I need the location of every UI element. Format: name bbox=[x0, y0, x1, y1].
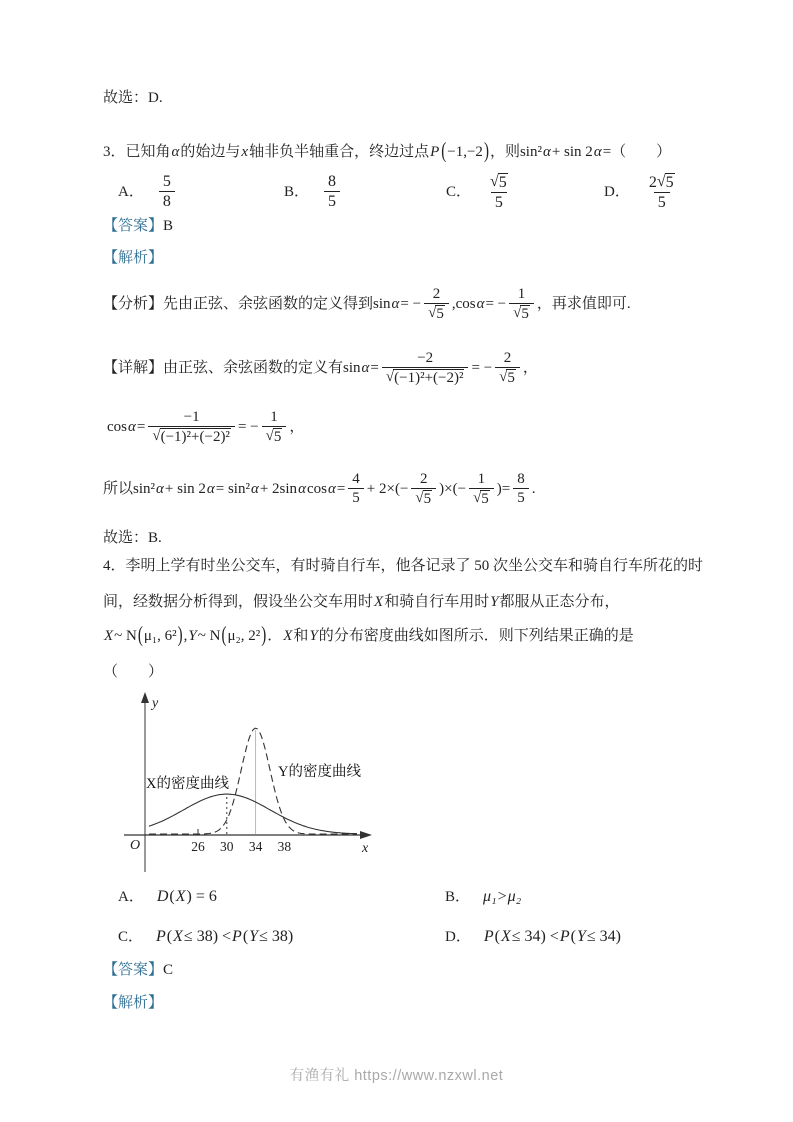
q3-option-b bbox=[284, 168, 343, 216]
math-token: sin² bbox=[519, 143, 542, 160]
denominator: 5 bbox=[348, 488, 364, 507]
math-token: + 2×(− bbox=[366, 480, 409, 497]
option-label: A． bbox=[118, 183, 144, 200]
denominator bbox=[509, 303, 534, 323]
math-token: ( bbox=[570, 928, 576, 945]
fenxi-tag: 【分析】 bbox=[103, 295, 164, 312]
fraction bbox=[159, 173, 175, 211]
q4-option-c bbox=[118, 926, 293, 948]
numerator: 1 bbox=[477, 470, 486, 487]
q3-answer-line bbox=[103, 216, 173, 236]
answer-value: C bbox=[163, 962, 174, 978]
fraction bbox=[424, 286, 449, 323]
radicand: 5 bbox=[273, 428, 282, 445]
q4-stem-line1 bbox=[103, 556, 703, 576]
stem-text: 间，经数据分析得到，假设坐公交车用时 bbox=[103, 594, 374, 610]
stem-text: 和骑自行车用时 bbox=[384, 594, 490, 610]
answer-tag: 【答案】 bbox=[103, 218, 164, 234]
q3-fenxi-line bbox=[103, 281, 631, 327]
radical-sign: √ bbox=[473, 489, 482, 506]
var-X: X bbox=[173, 928, 183, 945]
fenxi-text: ，再求值即可. bbox=[536, 295, 631, 312]
var-alpha: α bbox=[298, 480, 306, 497]
denominator bbox=[495, 367, 520, 387]
radicand: (−1)²+(−2)² bbox=[160, 428, 230, 445]
var-p: P bbox=[430, 143, 440, 160]
math-token: ( bbox=[494, 928, 500, 945]
radical-sign: √ bbox=[490, 172, 499, 190]
var-alpha: α bbox=[542, 143, 551, 160]
var-x: x bbox=[241, 143, 249, 160]
fraction bbox=[411, 471, 436, 508]
option-label: A． bbox=[118, 888, 144, 905]
fraction bbox=[324, 173, 340, 211]
x-axis-label: x bbox=[362, 841, 369, 856]
math-token: )= bbox=[496, 480, 511, 497]
fraction bbox=[645, 173, 679, 212]
math-token: = − bbox=[485, 295, 507, 312]
q3-suoyi-line bbox=[103, 463, 536, 515]
radicand: 5 bbox=[436, 305, 444, 322]
q2-choice-line bbox=[103, 88, 163, 108]
x-curve-annotation: X的密度曲线 bbox=[146, 776, 229, 792]
stem-text: 轴非负半轴重合，终边过点 bbox=[249, 143, 430, 160]
math-token: μ₂, 2² bbox=[227, 627, 261, 644]
choice-text: 故选：D. bbox=[103, 90, 163, 106]
var-P: P bbox=[232, 928, 242, 945]
y-axis-label: y bbox=[152, 696, 159, 711]
answer-tag: 【答案】 bbox=[103, 962, 164, 978]
blank-parens: （ ） bbox=[103, 664, 164, 680]
var-alpha: α bbox=[327, 480, 336, 497]
math-token: + sin 2 bbox=[551, 143, 593, 160]
math-token: = bbox=[336, 480, 346, 497]
option-label: D． bbox=[445, 928, 471, 945]
math-token: = − bbox=[400, 295, 422, 312]
fraction bbox=[509, 286, 534, 323]
math-token: ) = 6 bbox=[186, 888, 217, 905]
choice-text: 故选：B. bbox=[103, 530, 162, 546]
math-token: = − bbox=[237, 418, 259, 435]
svg-text:30: 30 bbox=[220, 839, 234, 854]
math-token: = bbox=[136, 418, 146, 435]
radicand: 5 bbox=[423, 490, 432, 507]
var-X: X bbox=[104, 627, 114, 644]
denominator bbox=[469, 488, 494, 508]
radicand: 5 bbox=[498, 173, 507, 191]
q3-option-c bbox=[446, 168, 515, 216]
numerator: 2 bbox=[420, 470, 428, 487]
radical-sign: √ bbox=[499, 368, 508, 385]
radical-sign: √ bbox=[513, 304, 522, 321]
paren-open: ( bbox=[137, 623, 143, 647]
radical-sign: √ bbox=[152, 427, 161, 444]
big-fraction bbox=[148, 409, 235, 446]
math-token: ≤ 38) < bbox=[183, 928, 232, 945]
math-token: )×(− bbox=[439, 480, 467, 497]
jiexi-tag: 【解析】 bbox=[103, 250, 164, 266]
option-label: C． bbox=[118, 928, 144, 945]
q3-cos-line bbox=[107, 400, 304, 454]
var-D: D bbox=[156, 888, 169, 905]
option-label: B． bbox=[284, 183, 310, 200]
radicand: 5 bbox=[507, 369, 515, 386]
y-curve-annotation: Y的密度曲线 bbox=[278, 764, 361, 780]
math-token: ． bbox=[267, 627, 283, 644]
math-token: ≤ 34) bbox=[586, 928, 621, 945]
q4-answer-blank bbox=[103, 662, 163, 682]
math-token: . bbox=[531, 480, 536, 497]
var-alpha: α bbox=[156, 480, 164, 497]
var-X: X bbox=[500, 928, 511, 945]
radicand: 5 bbox=[521, 305, 529, 322]
q3-choice-line bbox=[103, 528, 162, 548]
numerator: 4 bbox=[352, 471, 360, 488]
radical-sign: √ bbox=[656, 172, 666, 190]
answer-blank: =（ ） bbox=[602, 143, 672, 160]
var-alpha: α bbox=[206, 480, 215, 497]
paren-close: ) bbox=[261, 623, 267, 647]
site-watermark bbox=[0, 1064, 793, 1085]
math-token: ~ N bbox=[114, 627, 137, 644]
var-alpha: α bbox=[476, 295, 485, 312]
math-token: , bbox=[183, 627, 188, 644]
math-token: ~ N bbox=[197, 627, 221, 644]
text: 所以 bbox=[103, 480, 134, 497]
numerator: 1 bbox=[270, 408, 278, 425]
numerator bbox=[645, 173, 679, 192]
var-alpha: α bbox=[361, 359, 370, 376]
fraction bbox=[486, 173, 512, 212]
q3-xiangjie-line bbox=[103, 342, 538, 394]
answer-value: B bbox=[163, 218, 174, 234]
stem-text: 的分布密度曲线如图所示．则下列结果正确的是 bbox=[318, 627, 634, 644]
numerator: 5 bbox=[162, 173, 171, 191]
q3-option-d bbox=[604, 168, 682, 216]
radicand: 5 bbox=[665, 173, 674, 191]
fenxi-text: 先由正弦、余弦函数的定义得到 bbox=[163, 295, 374, 312]
denominator bbox=[424, 303, 449, 323]
q4-option-d bbox=[445, 926, 621, 948]
denominator: 5 bbox=[491, 192, 507, 212]
var-alpha: α bbox=[593, 143, 602, 160]
var-alpha: α bbox=[128, 418, 136, 435]
xiangjie-text: ， bbox=[522, 359, 538, 376]
q4-jiexi-line bbox=[103, 993, 163, 1013]
denominator bbox=[262, 426, 287, 446]
radical-sign: √ bbox=[265, 427, 274, 444]
var-alpha: α bbox=[391, 295, 400, 312]
q3-option-a bbox=[118, 168, 178, 216]
q4-option-b bbox=[445, 886, 522, 908]
math-token: > bbox=[497, 888, 507, 905]
xiangjie-text: 由正弦、余弦函数的定义有 bbox=[163, 359, 344, 376]
stem-text: 都服从正态分布， bbox=[499, 594, 620, 610]
var-P: P bbox=[483, 928, 494, 945]
fraction bbox=[495, 350, 520, 387]
var-alpha: α bbox=[171, 143, 180, 160]
stem-text: 4．李明上学有时坐公交车，有时骑自行车，他各记录了 50 次坐公交车和骑自行车所花的时 bbox=[103, 558, 704, 574]
var-Y: Y bbox=[576, 928, 586, 945]
var-alpha: α bbox=[250, 480, 259, 497]
var-Y: Y bbox=[490, 594, 499, 610]
text: ， bbox=[289, 418, 305, 435]
math-token: = bbox=[370, 359, 379, 376]
denominator: 5 bbox=[324, 191, 340, 211]
var-Y: Y bbox=[249, 928, 259, 945]
math-token: = − bbox=[471, 359, 493, 376]
numerator: 2 bbox=[503, 349, 512, 366]
paren-open: ( bbox=[221, 623, 227, 647]
radical-sign: √ bbox=[385, 368, 395, 385]
fraction bbox=[348, 471, 364, 507]
var-X: X bbox=[374, 594, 384, 610]
var-P: P bbox=[559, 928, 570, 945]
denominator bbox=[382, 367, 469, 387]
coefficient: 2 bbox=[648, 173, 657, 191]
q4-option-a bbox=[118, 886, 217, 908]
var-Y: Y bbox=[188, 627, 197, 644]
option-label: B． bbox=[445, 888, 471, 905]
var-X: X bbox=[283, 627, 293, 644]
radicand: 5 bbox=[481, 490, 489, 507]
fraction bbox=[513, 471, 529, 507]
denominator: 5 bbox=[513, 488, 529, 507]
math-token: cos bbox=[107, 418, 127, 435]
math-token: ≤ 34) < bbox=[511, 928, 559, 945]
math-token: sin bbox=[373, 295, 391, 312]
denominator: 5 bbox=[654, 192, 670, 212]
svg-text:34: 34 bbox=[248, 839, 263, 854]
math-token: ≤ 38) bbox=[259, 928, 294, 945]
big-fraction bbox=[382, 350, 469, 387]
numerator: −2 bbox=[417, 349, 434, 366]
xiangjie-tag: 【详解】 bbox=[103, 359, 164, 376]
q4-answer-line bbox=[103, 960, 173, 980]
origin-label: O bbox=[130, 838, 141, 853]
radical-sign: √ bbox=[415, 489, 424, 506]
var-mu1: μ₁ bbox=[483, 888, 497, 905]
numerator: 8 bbox=[328, 173, 337, 191]
math-token: + sin 2 bbox=[164, 480, 206, 497]
option-label: C． bbox=[446, 183, 472, 200]
math-token: , bbox=[451, 295, 456, 312]
fraction bbox=[262, 409, 287, 446]
q4-stem-line2 bbox=[103, 592, 620, 612]
math-token: μ₁, 6² bbox=[143, 627, 177, 644]
option-label: D． bbox=[604, 183, 630, 200]
math-token: cos bbox=[455, 295, 476, 312]
stem-text: 和 bbox=[293, 627, 309, 644]
paren-close: ) bbox=[483, 139, 489, 163]
math-token: = sin² bbox=[215, 480, 250, 497]
var-Y: Y bbox=[309, 627, 318, 644]
math-token: cos bbox=[306, 480, 327, 497]
math-token: ( bbox=[166, 928, 173, 945]
svg-text:38: 38 bbox=[277, 839, 292, 854]
var-mu2: μ₂ bbox=[507, 888, 522, 905]
numerator: 8 bbox=[517, 471, 525, 488]
q3-jiexi-line bbox=[103, 248, 163, 268]
paren-close: ) bbox=[177, 623, 183, 647]
denominator bbox=[411, 488, 436, 508]
svg-text:26: 26 bbox=[191, 839, 205, 854]
fraction bbox=[469, 471, 494, 508]
numerator: −1 bbox=[183, 408, 200, 425]
stem-text: 3．已知角 bbox=[103, 143, 171, 160]
math-token: + 2sin bbox=[259, 480, 298, 497]
radicand: (−1)²+(−2)² bbox=[394, 369, 464, 386]
jiexi-tag: 【解析】 bbox=[103, 995, 164, 1011]
numerator: 1 bbox=[517, 285, 526, 302]
normal-distribution-chart bbox=[122, 692, 384, 874]
stem-text: 的始边与 bbox=[180, 143, 241, 160]
var-P: P bbox=[156, 928, 166, 945]
point-coords: −1,−2 bbox=[447, 143, 483, 160]
math-token: sin² bbox=[133, 480, 156, 497]
numerator: 2 bbox=[432, 285, 441, 302]
denominator bbox=[148, 426, 235, 446]
paren-open: ( bbox=[441, 139, 447, 163]
denominator: 8 bbox=[159, 191, 175, 211]
math-token: ( bbox=[169, 888, 175, 905]
var-X: X bbox=[175, 888, 186, 905]
radical-sign: √ bbox=[428, 304, 437, 321]
q3-stem bbox=[103, 138, 671, 166]
numerator bbox=[486, 173, 512, 192]
math-token: ( bbox=[242, 928, 249, 945]
watermark-text: 有渔有礼 https://www.nzxwl.net bbox=[289, 1068, 504, 1084]
stem-text: ，则 bbox=[489, 143, 520, 160]
math-token: sin bbox=[343, 359, 361, 376]
q4-stem-line3 bbox=[103, 620, 634, 652]
